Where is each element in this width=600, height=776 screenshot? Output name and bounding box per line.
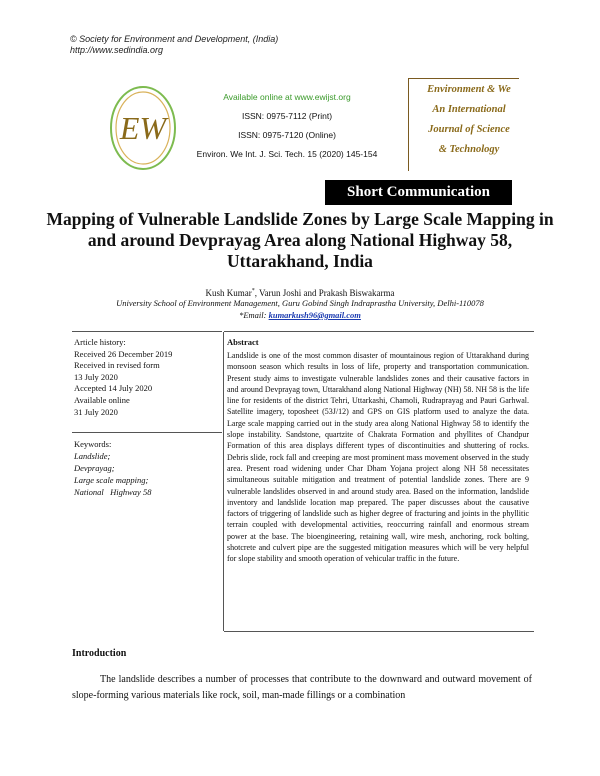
history-online-label: Available online — [74, 394, 130, 405]
citation: Environ. We Int. J. Sci. Tech. 15 (2020) 145-154 — [196, 149, 378, 159]
journal-logo — [108, 84, 178, 172]
affiliation: University School of Environment Management, Guru Gobind Singh Indraprastha University, Delhi-110078 — [116, 298, 484, 308]
introduction-text — [72, 672, 532, 704]
journal-line: & Technology — [438, 144, 500, 155]
history-online-date: 31 July 2020 — [74, 406, 118, 417]
journal-line: Journal of Science — [428, 124, 510, 135]
abstract-text: Landslide is one of the most common disaster of mountainous region of Uttarakhand during monsoon season which results in loss of life, property and transportation communication. Present study aims to investigate vulnerable landslides zones and their causative factors in and around Devprayag town, Uttarakhand along National Highway (NH) 58. NH 58 is the life line for residents of the district Tehri, Uttarkashi, Chamoli, Rudraprayag and Pauri Garhwal. Satellite imagery, toposheet (53J/12) and GPS on GIS platform used to analyze the data. Large scale mapping carried out in the study area along National Highway 58 to identify the slope instability. Sandstone, quartzite of Chakrata Formation and phyllites of Chandpur Formation of this area displays different types of discontinuities and shuttering of rocks. Debris slide, rock fall and creeping are most prominent mass movement observed in the study area. Present road widening under Char Dham Yojana project along NH 58 necessitates simultaneous suitable mitigation and treatment of potential landslide zones. There are 9 vulnerable landslides observed in and around study area. Based on the information, landslide inventory and landslide location map prepared. The paper discusses about the causative factors of triggering of landslide such as higher degree of fracturing and joints in the phyllitic terrain coupled with developmental activities, reoccurring rainfall and enormous stream power at the base. The bioengineering, retaining wall, wire mesh, anchoring, rock bolting, shotcrete and culvert pipe are the suggested mitigation measures which will be very helpful for slope stability and smooth operation of vehicular traffic in the future. — [227, 351, 529, 564]
history-accepted: Accepted 14 July 2020 — [74, 383, 153, 394]
history-revised-date: 13 July 2020 — [74, 371, 118, 382]
email-link[interactable]: kumarkush96@gmail.com — [268, 310, 361, 320]
issn-print: ISSN: 0975-7112 (Print) — [241, 111, 333, 121]
society-url: http://www.sedindia.org — [70, 45, 164, 55]
keywords — [74, 438, 219, 498]
divider-left-top — [72, 331, 222, 332]
journal-line: Environment & We — [427, 84, 511, 95]
history-received: Received 26 December 2019 — [74, 348, 173, 359]
divider-left-mid — [72, 432, 222, 433]
article-history — [74, 337, 219, 418]
logo-letters: EW — [119, 110, 167, 146]
journal-name — [414, 80, 524, 160]
introduction-heading: Introduction — [72, 648, 127, 659]
available-online: Available online at www.ewijst.org — [223, 92, 351, 102]
authors-part: , Varun Joshi and Prakash Biswakarma — [254, 288, 395, 298]
column-divider — [223, 332, 224, 631]
corresponding-email — [40, 310, 560, 321]
keyword-item: Large scale mapping; — [74, 475, 149, 485]
article-title: Mapping of Vulnerable Landslide Zones by Large Scale Mapping in and around Devprayag Area along National Highway 58, Uttarakhand, India — [46, 209, 554, 271]
abstract-heading: Abstract — [227, 337, 259, 347]
society-line: © Society for Environment and Development, (India) — [70, 34, 279, 44]
journal-line: An International — [432, 104, 506, 115]
introduction-paragraph: The landslide describes a number of processes that contribute to the downward and outward movement of slope-forming various materials like rock, soil, man-made fillings or a combination — [72, 674, 532, 701]
corresponding-mark: * — [251, 288, 255, 294]
email-label: *Email: — [239, 310, 269, 320]
keyword-item: Devprayag; — [74, 463, 115, 473]
divider-right-bottom — [224, 631, 534, 632]
history-revised-label: Received in revised form — [74, 360, 160, 371]
issn-online: ISSN: 0975-7120 (Online) — [238, 130, 336, 140]
keyword-item: Landslide; — [74, 451, 111, 461]
article-type-banner: Short Communication — [325, 180, 512, 205]
society-notice — [70, 34, 278, 56]
keywords-heading: Keywords: — [74, 439, 112, 449]
history-heading: Article history: — [74, 337, 126, 347]
keyword-item: National Highway 58 — [74, 487, 152, 497]
journal-info — [188, 88, 386, 164]
authors-part: Kush Kumar — [205, 288, 252, 298]
divider-right-top — [224, 331, 534, 332]
